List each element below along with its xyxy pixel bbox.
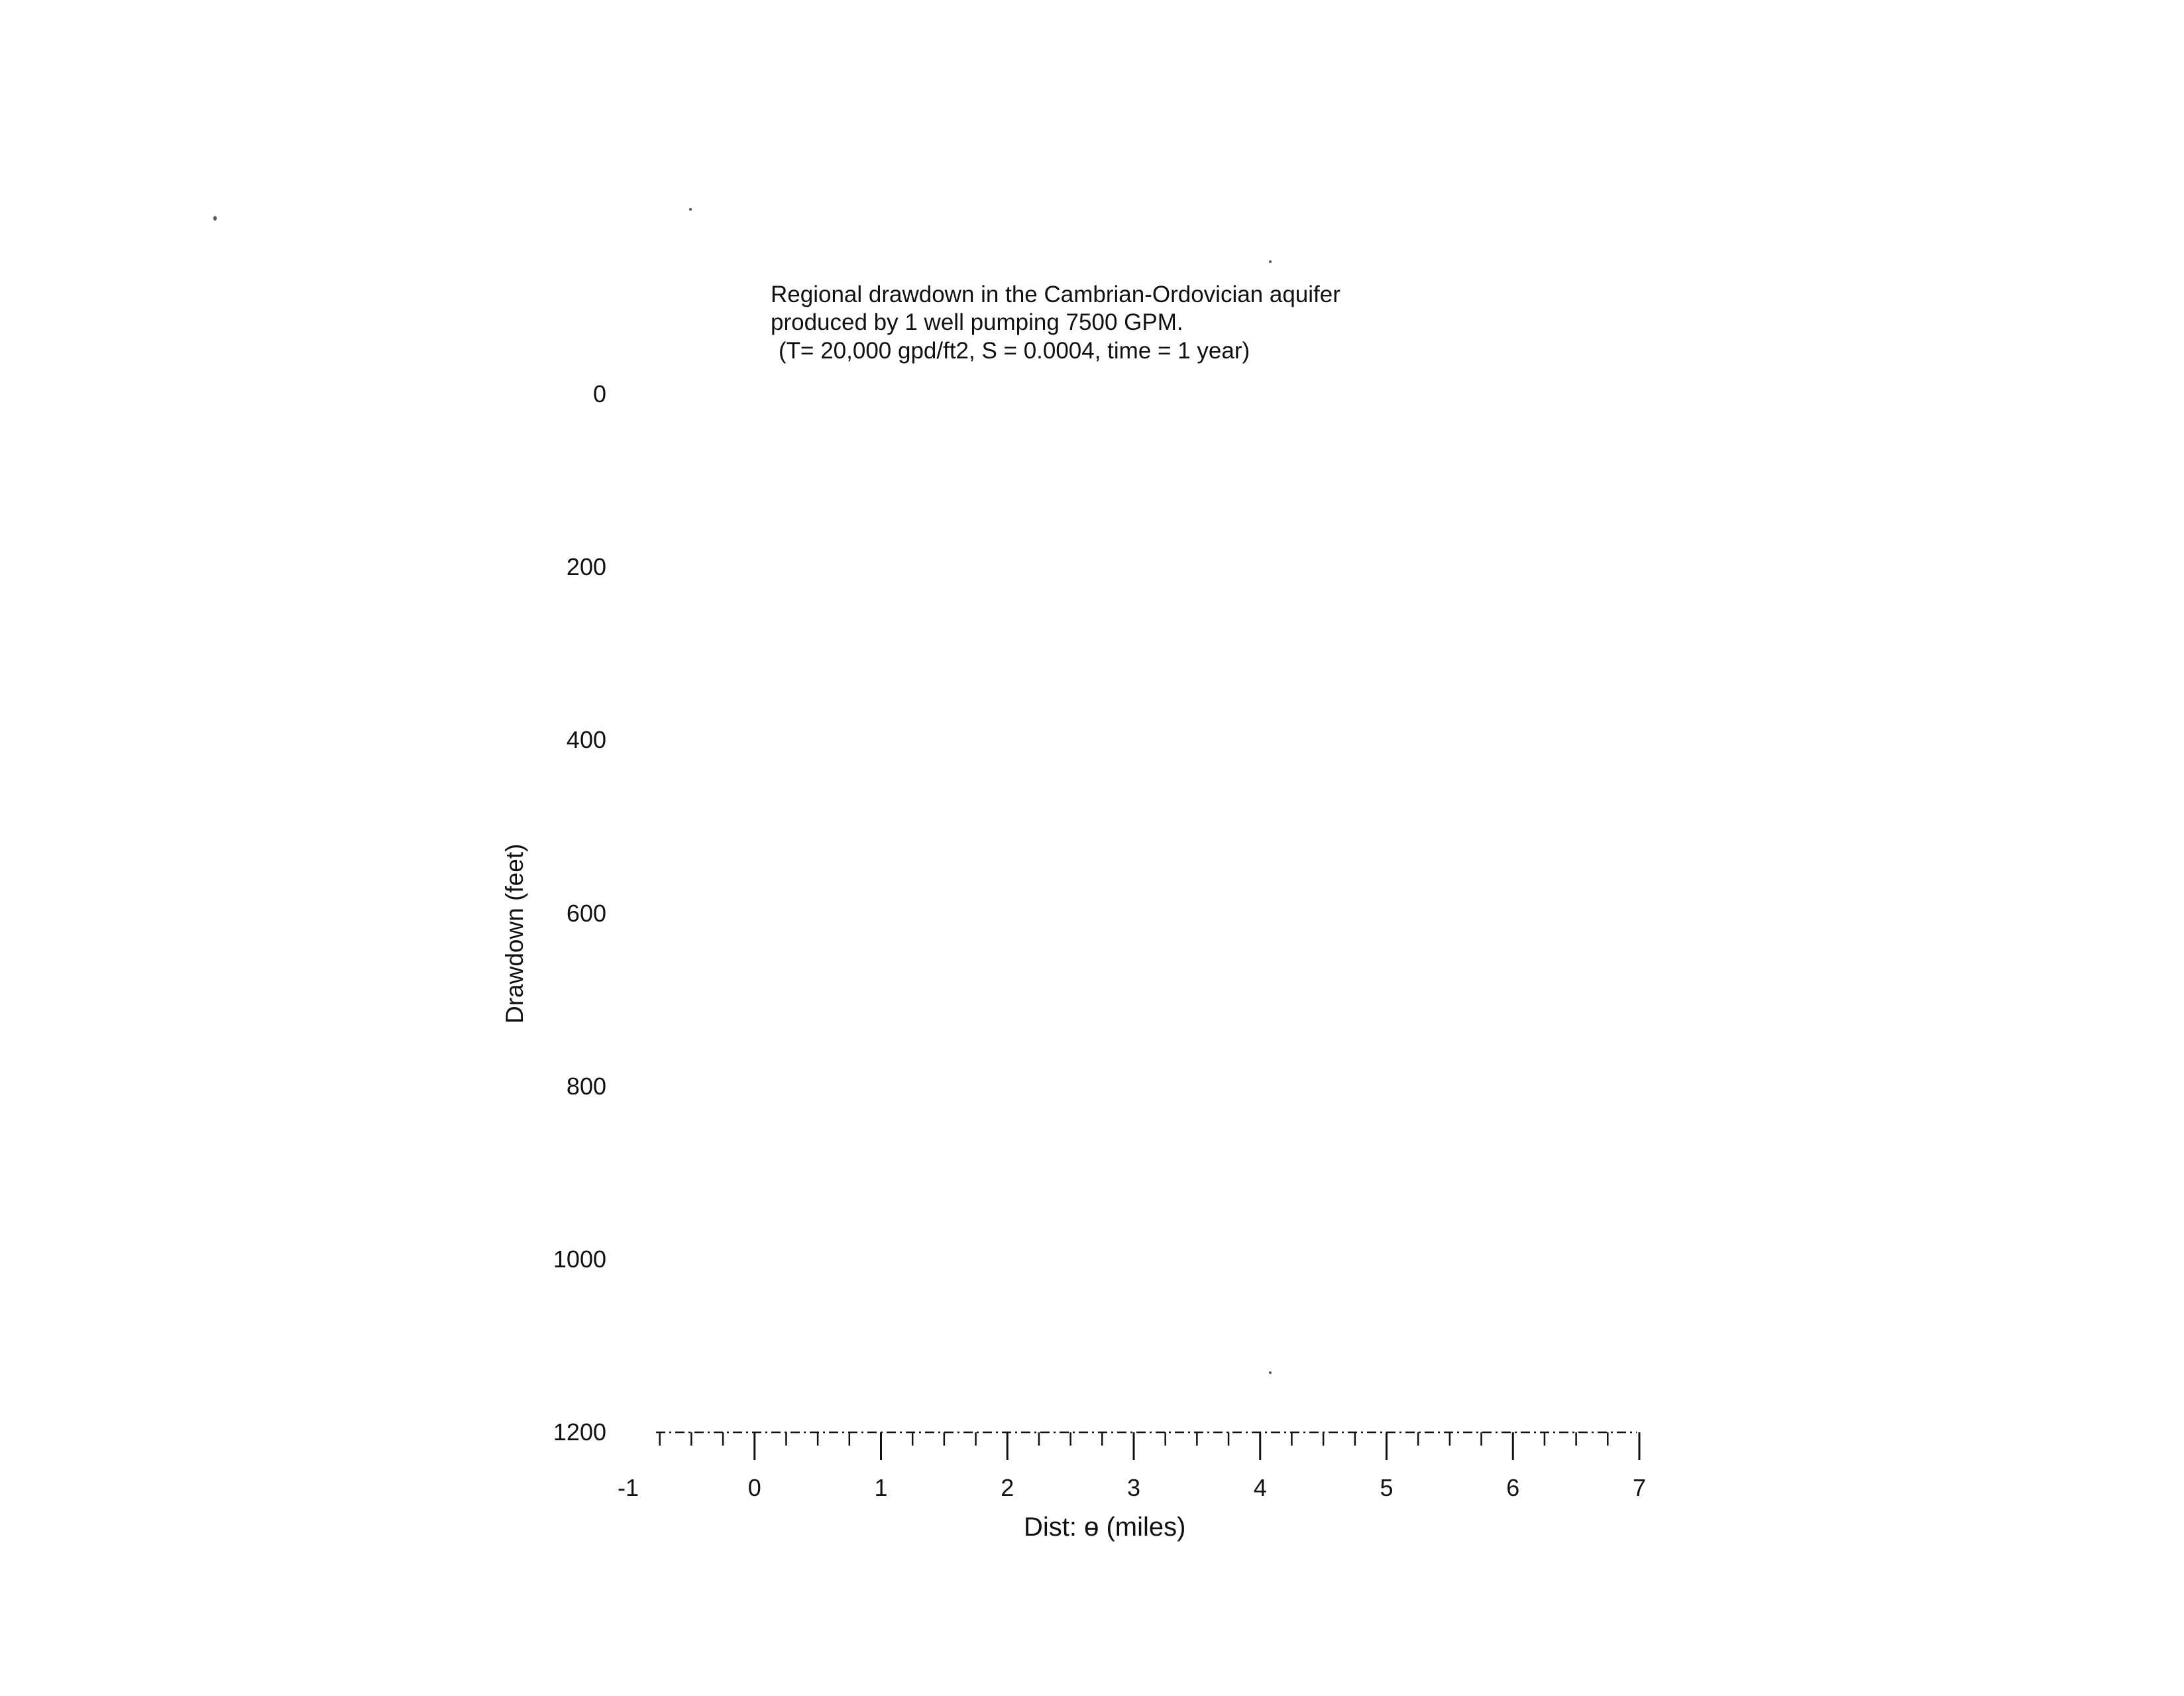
y-tick-label: 0 [592,380,606,407]
y-tick-label: 400 [566,726,606,754]
x-tick-label: 4 [1253,1474,1267,1501]
y-tick-label: 600 [566,899,606,927]
scan-speck [213,216,217,221]
x-tick-label: 2 [1001,1474,1014,1501]
x-axis-label: Dist: ɵ (miles) [1024,1512,1186,1542]
chart-title-line-1: Regional drawdown in the Cambrian-Ordovician aquifer [771,282,1340,307]
y-tick-label: 1200 [553,1418,606,1446]
y-axis-label: Drawdown (feet) [501,843,528,1024]
scan-speck [689,208,692,211]
chart-title-line-3: (T= 20,000 gpd/ft2, S = 0.0004, time = 1 year) [779,338,1250,364]
x-tick-label: 7 [1632,1474,1647,1501]
x-tick-label: 6 [1506,1474,1520,1501]
x-tick-label: 5 [1380,1474,1393,1501]
y-tick-label: 1000 [553,1245,606,1273]
scan-speck [1269,260,1272,263]
y-tick-label: 800 [566,1072,606,1100]
chart-title-line-2: produced by 1 well pumping 7500 GPM. [771,309,1183,335]
x-tick-label: 3 [1126,1474,1141,1501]
y-tick-label: 200 [566,553,606,581]
x-tick-label: 1 [874,1474,888,1501]
x-tick-label: 0 [747,1474,761,1501]
scan-speck [1269,1371,1272,1374]
x-tick-label: -1 [617,1474,639,1501]
